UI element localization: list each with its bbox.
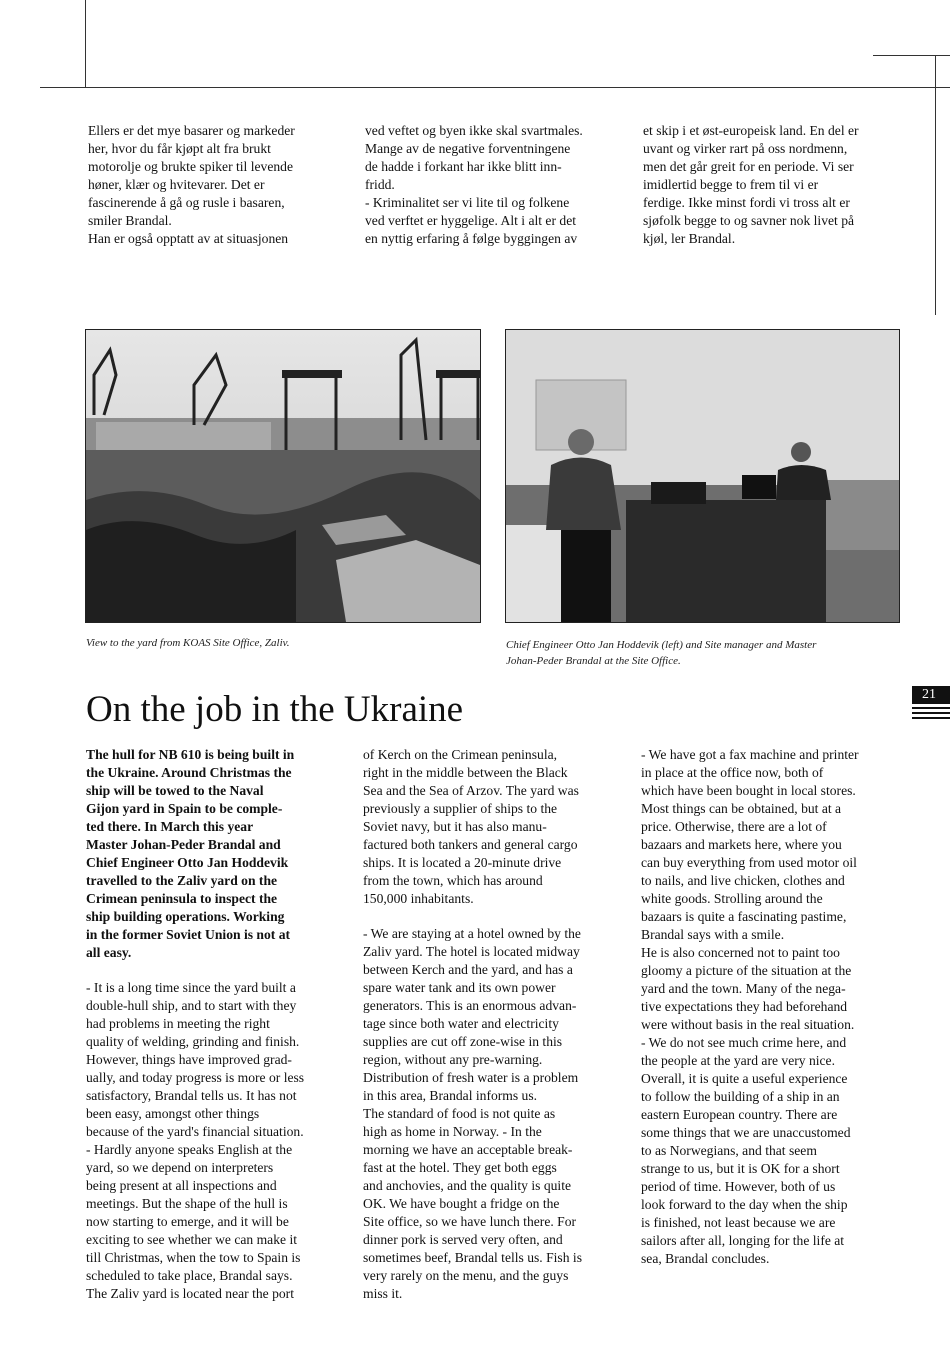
text-line: However, things have improved grad- — [86, 1052, 292, 1067]
text-line: kjøl, ler Brandal. — [643, 231, 736, 246]
text-line: The Zaliv yard is located near the port — [86, 1286, 294, 1301]
text-line: sometimes beef, Brandal tells us. Fish is — [363, 1250, 582, 1265]
text-line: some things that we are unaccustomed — [641, 1125, 851, 1140]
text-line: motorolje og brukte spiker til levende — [88, 159, 293, 174]
text-line: been easy, amongst other things — [86, 1106, 260, 1121]
text-line: de hadde i forkant har ikke blitt inn- — [365, 159, 562, 174]
text-line: the people at the yard are very nice. — [641, 1053, 835, 1068]
article-headline: On the job in the Ukraine — [86, 689, 464, 730]
text-line: Sea and the Sea of Arzov. The yard was — [363, 783, 579, 798]
text-line: eastern European country. There are — [641, 1107, 838, 1122]
text-line: Crimean peninsula to inspect the — [86, 891, 278, 906]
frame-rule-horizontal — [40, 87, 950, 88]
text-line: is finished, not least because we are — [641, 1215, 836, 1230]
text-line: meetings. But the shape of the hull is — [86, 1196, 288, 1211]
text-line: bazaars and markets here, where you — [641, 837, 842, 852]
text-line: Master Johan-Peder Brandal and — [86, 837, 281, 852]
top-column-1 — [88, 122, 358, 248]
text-line: quality of welding, grinding and finish. — [86, 1034, 300, 1049]
text-line: spare water tank and its own power — [363, 980, 556, 995]
text-line: Most things can be obtained, but at a — [641, 801, 842, 816]
text-line: high as home in Norway. - In the — [363, 1124, 542, 1139]
photo-caption-left: View to the yard from KOAS Site Office, Zaliv. — [86, 637, 290, 649]
paragraph-gap — [86, 962, 356, 979]
text-line: - We have got a fax machine and printer — [641, 747, 859, 762]
page-number: 21 — [918, 687, 940, 703]
text-line: - Hardly anyone speaks English at the — [86, 1142, 293, 1157]
text-line: ved verftet er hyggelige. Alt i alt er det — [365, 213, 577, 228]
text-line: price. Otherwise, there are a lot of — [641, 819, 827, 834]
text-line: gloomy a picture of the situation at the — [641, 963, 852, 978]
text-line: Soviet navy, but it has also manu- — [363, 819, 547, 834]
text-line: miss it. — [363, 1286, 403, 1301]
text-line: of Kerch on the Crimean peninsula, — [363, 747, 558, 762]
text-line: being present at all inspections and — [86, 1178, 277, 1193]
text-line: The hull for NB 610 is being built in — [86, 747, 295, 762]
text-line: smiler Brandal. — [88, 213, 172, 228]
text-line: sea, Brandal concludes. — [641, 1251, 770, 1266]
text-line: Distribution of fresh water is a problem — [363, 1070, 579, 1085]
article-column-2 — [363, 746, 633, 1303]
top-column-2 — [365, 122, 635, 248]
text-line: Ellers er det mye basarer og markeder — [88, 123, 295, 138]
text-line: look forward to the day when the ship — [641, 1197, 848, 1212]
photo-caption-right-line-2: Johan-Peder Brandal at the Site Office. — [506, 655, 681, 667]
text-line: ship building operations. Working — [86, 909, 285, 924]
text-line: between Kerch and the yard, and has a — [363, 962, 573, 977]
article-column-1 — [86, 746, 356, 1303]
text-line: Overall, it is quite a useful experience — [641, 1071, 848, 1086]
top-column-3 — [643, 122, 913, 248]
shipyard-photo — [85, 329, 481, 623]
text-line: period of time. However, both of us — [641, 1179, 836, 1194]
text-line: - It is a long time since the yard built a — [86, 980, 296, 995]
text-line: høner, klær og hvitevarer. Det er — [88, 177, 265, 192]
text-line: Zaliv yard. The hotel is located midway — [363, 944, 580, 959]
text-line: previously a supplier of ships to the — [363, 801, 558, 816]
text-line: to follow the building of a ship in an — [641, 1089, 840, 1104]
text-line: ved veftet og byen ikke skal svartmales. — [365, 123, 583, 138]
text-line: her, hvor du får kjøpt alt fra brukt — [88, 141, 271, 156]
text-line: strange to us, but it is OK for a short — [641, 1161, 840, 1176]
site-office-photo — [505, 329, 900, 623]
paragraph-gap — [363, 908, 633, 925]
text-line: the Ukraine. Around Christmas the — [86, 765, 292, 780]
text-line: white goods. Strolling around the — [641, 891, 823, 906]
text-line: The standard of food is not quite as — [363, 1106, 556, 1121]
text-line: were without basis in the real situation. — [641, 1017, 855, 1032]
text-line: He is also concerned not to paint too — [641, 945, 840, 960]
text-line: right in the middle between the Black — [363, 765, 568, 780]
text-line: tage since both water and electricity — [363, 1016, 559, 1031]
text-line: yard, so we depend on interpreters — [86, 1160, 274, 1175]
text-line: - We do not see much crime here, and — [641, 1035, 847, 1050]
text-line: sjøfolk begge to og savner nok livet på — [643, 213, 855, 228]
text-line: because of the yard's financial situation. — [86, 1124, 304, 1139]
text-line: Mange av de negative forventningene — [365, 141, 571, 156]
text-line: very rarely on the menu, and the guys — [363, 1268, 569, 1283]
text-line: satisfactory, Brandal tells us. It has not — [86, 1088, 297, 1103]
text-line: Chief Engineer Otto Jan Hoddevik — [86, 855, 289, 870]
text-line: Site office, so we have lunch there. For — [363, 1214, 577, 1229]
text-line: dinner pork is served very often, and — [363, 1232, 563, 1247]
text-line: to nails, and live chicken, clothes and — [641, 873, 845, 888]
text-line: in this area, Brandal informs us. — [363, 1088, 538, 1103]
text-line: had problems in meeting the right — [86, 1016, 270, 1031]
text-line: Han er også opptatt av at situasjonen — [88, 231, 289, 246]
text-line: men det går greit for en periode. Vi ser — [643, 159, 854, 174]
photo-caption-right-line-1: Chief Engineer Otto Jan Hoddevik (left) and Site manager and Master — [506, 639, 817, 651]
text-line: en nyttig erfaring å følge byggingen av — [365, 231, 578, 246]
text-line: fast at the hotel. They get both eggs — [363, 1160, 557, 1175]
text-line: and anchovies, and the quality is quite — [363, 1178, 572, 1193]
text-line: scheduled to take place, Brandal says. — [86, 1268, 293, 1283]
text-line: region, without any pre-warning. — [363, 1052, 543, 1067]
text-line: Brandal says with a smile. — [641, 927, 785, 942]
text-line: double-hull ship, and to start with they — [86, 998, 297, 1013]
text-line: Gijon yard in Spain to be comple- — [86, 801, 283, 816]
text-line: factured both tankers and general cargo — [363, 837, 578, 852]
text-line: travelled to the Zaliv yard on the — [86, 873, 278, 888]
text-line: - Kriminalitet ser vi lite til og folkene — [365, 195, 570, 210]
frame-rule-vertical — [85, 0, 86, 88]
text-line: sailors after all, longing for the life at — [641, 1233, 845, 1248]
frame-rule-right-top — [873, 55, 950, 56]
frame-rule-right — [935, 55, 936, 315]
text-line: et skip i et øst-europeisk land. En del er — [643, 123, 859, 138]
text-line: till Christmas, when the tow to Spain is — [86, 1250, 301, 1265]
text-line: ted there. In March this year — [86, 819, 254, 834]
text-line: ship will be towed to the Naval — [86, 783, 264, 798]
text-line: bazaars is quite a fascinating pastime, — [641, 909, 847, 924]
text-line: imidlertid begge to frem til vi er — [643, 177, 819, 192]
text-line: can buy everything from used motor oil — [641, 855, 857, 870]
text-line: generators. This is an enormous advan- — [363, 998, 577, 1013]
article-column-3 — [641, 746, 911, 1268]
text-line: morning we have an acceptable break- — [363, 1142, 573, 1157]
text-line: ships. It is located a 20-minute drive — [363, 855, 562, 870]
text-line: 150,000 inhabitants. — [363, 891, 474, 906]
text-line: OK. We have bought a fridge on the — [363, 1196, 560, 1211]
text-line: from the town, which has around — [363, 873, 543, 888]
text-line: fridd. — [365, 177, 395, 192]
text-line: to as Norwegians, and that seem — [641, 1143, 817, 1158]
text-line: ferdige. Ikke minst fordi vi tross alt er — [643, 195, 850, 210]
text-line: ually, and today progress is more or less — [86, 1070, 305, 1085]
text-line: now starting to emerge, and it will be — [86, 1214, 289, 1229]
text-line: which have been bought in local stores. — [641, 783, 856, 798]
photo-caption-right — [506, 637, 906, 669]
text-line: fascinerende å gå og rusle i basaren, — [88, 195, 285, 210]
page-number-tab — [912, 686, 950, 720]
text-line: uvant og virker rart på oss nordmenn, — [643, 141, 848, 156]
text-line: all easy. — [86, 945, 132, 960]
text-line: in the former Soviet Union is not at — [86, 927, 291, 942]
text-line: tive expectations they had beforehand — [641, 999, 848, 1014]
text-line: exciting to see whether we can make it — [86, 1232, 297, 1247]
text-line: supplies are cut off zone-wise in this — [363, 1034, 563, 1049]
text-line: - We are staying at a hotel owned by the — [363, 926, 581, 941]
text-line: yard and the town. Many of the nega- — [641, 981, 846, 996]
text-line: in place at the office now, both of — [641, 765, 824, 780]
